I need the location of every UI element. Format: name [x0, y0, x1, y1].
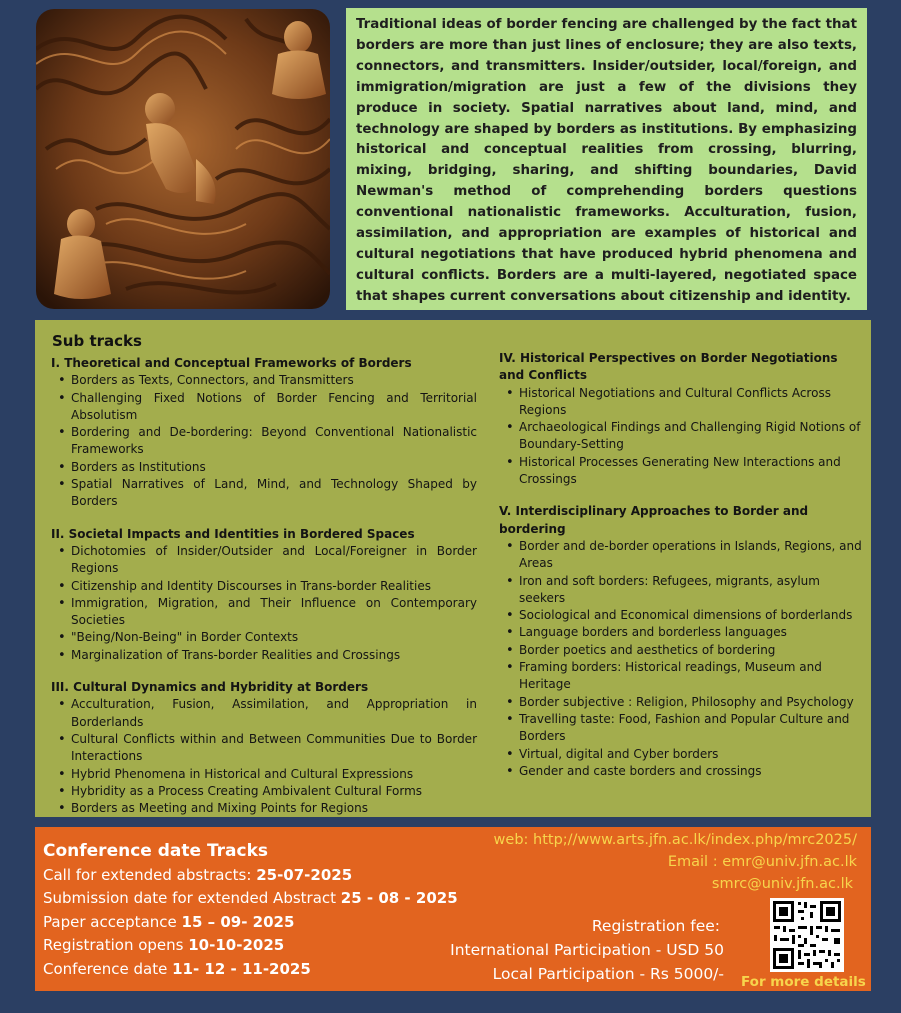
track-2: [51, 526, 477, 664]
track-item: • Borders as Texts, Connectors, and Transmitters: [71, 372, 477, 389]
email-primary[interactable]: Email : emr@univ.jfn.ac.lk: [667, 854, 857, 870]
subtracks-left-column: [51, 355, 477, 817]
qr-code[interactable]: [770, 898, 844, 972]
track-item: • Citizenship and Identity Discourses in Trans-border Realities: [71, 578, 477, 595]
track-items: [51, 543, 477, 664]
intro-panel: [346, 8, 867, 310]
intro-text: Traditional ideas of border fencing are challenged by the fact that borders are more than just lines of enclosure; they are also texts, connectors, and transmitters. Insider/outsider, local/foreign, and immigration/migration are just a few of the divisions they produce in society. Spatial narratives about land, mind, and technology are shaped by borders as institutions. By emphasizing historical and conceptual realities from crossing, blurring, mixing, bridging, sharing, and shifting boundaries, David Newman's method of comprehending borders questions conventional nationalistic frameworks. Acculturation, fusion, assimilation, and appropriation are examples of historical and cultural negotiations that have produced hybrid phenomena and cultural conflicts. Borders are a multi-layered, negotiated space that shapes current conversations about citizenship and identity.: [356, 17, 857, 304]
date-label: Submission date for extended Abstract: [43, 889, 341, 908]
qr-caption: For more details: [741, 974, 866, 990]
track-title: III. Cultural Dynamics and Hybridity at Borders: [51, 680, 369, 695]
track-5: [499, 503, 864, 780]
track-item: • Border poetics and aesthetics of bordering: [519, 642, 864, 659]
subtracks-heading: Sub tracks: [52, 332, 142, 350]
date-label: Conference date: [43, 959, 173, 978]
track-title: I. Theoretical and Conceptual Frameworks of Borders: [51, 356, 412, 370]
date-label: Paper acceptance: [43, 912, 182, 931]
registration-fees: [450, 914, 724, 986]
dates-list: [43, 864, 458, 981]
email-secondary[interactable]: smrc@univ.jfn.ac.lk: [711, 876, 853, 892]
track-item: • Border subjective : Religion, Philosophy and Psychology: [519, 694, 864, 711]
contact-info: [494, 829, 857, 895]
subtracks-panel: [35, 320, 871, 817]
track-item: • Sociological and Economical dimensions of borderlands: [519, 607, 864, 624]
date-value: 15 – 09- 2025: [181, 912, 295, 931]
fee-local: Local Participation - Rs 5000/-: [492, 965, 724, 983]
date-value: 11- 12 - 11-2025: [172, 959, 311, 978]
fee-international: International Participation - USD 50: [450, 941, 724, 959]
track-items: [499, 385, 864, 489]
web-link[interactable]: web: http;//www.arts.jfn.ac.lk/index.php/mrc2025/: [493, 832, 857, 848]
date-value: 25-07-2025: [256, 866, 353, 884]
track-items: [51, 696, 477, 817]
track-item: • Dichotomies of Insider/Outsider and Local/Foreigner in Border Regions: [71, 543, 477, 578]
dates-heading: Conference date Tracks: [43, 841, 269, 861]
track-title: II. Societal Impacts and Identities in Bordered Spaces: [51, 526, 415, 541]
track-title: IV. Historical Perspectives on Border Negotiations and Conflicts: [499, 351, 838, 383]
track-item: • Hybrid Phenomena in Historical and Cultural Expressions: [71, 766, 477, 783]
date-row: [43, 958, 458, 981]
date-label: Registration opens: [43, 936, 189, 955]
track-1: [51, 355, 477, 511]
track-item: • Virtual, digital and Cyber borders: [519, 746, 864, 763]
date-row: [43, 864, 458, 887]
track-item: • "Being/Non-Being" in Border Contexts: [71, 629, 477, 646]
track-title: V. Interdisciplinary Approaches to Border and bordering: [499, 504, 809, 536]
track-item: • Cultural Conflicts within and Between Communities Due to Border Interactions: [71, 731, 477, 766]
track-item: • Acculturation, Fusion, Assimilation, and Appropriation in Borderlands: [71, 696, 477, 731]
date-value: 10-10-2025: [188, 936, 285, 955]
subtracks-right-column: [499, 350, 864, 795]
track-item: • Travelling taste: Food, Fashion and Popular Culture and Borders: [519, 711, 864, 746]
track-item: • Framing borders: Historical readings, Museum and Heritage: [519, 659, 864, 694]
date-row: [43, 887, 458, 910]
track-items: [499, 538, 864, 780]
fee-heading: Registration fee:: [591, 917, 720, 935]
track-item: • Hybridity as a Process Creating Ambivalent Cultural Forms: [71, 783, 477, 800]
track-item: • Borders as Institutions: [71, 459, 477, 476]
track-item: • Language borders and borderless languages: [519, 624, 864, 641]
track-item: • Historical Processes Generating New Interactions and Crossings: [519, 454, 864, 489]
dates-panel: [35, 827, 871, 991]
track-4: [499, 350, 864, 488]
track-item: • Gender and caste borders and crossings: [519, 763, 864, 780]
date-row: [43, 934, 458, 957]
date-row: [43, 911, 458, 934]
track-item: • Bordering and De-bordering: Beyond Conventional Nationalistic Frameworks: [71, 424, 477, 459]
track-item: • Archaeological Findings and Challenging Rigid Notions of Boundary-Setting: [519, 419, 864, 454]
track-items: [51, 372, 477, 510]
sculpture-image: [36, 9, 330, 309]
date-value: 25 - 08 - 2025: [340, 889, 458, 908]
track-item: • Spatial Narratives of Land, Mind, and Technology Shaped by Borders: [71, 476, 477, 511]
track-item: • Historical Negotiations and Cultural Conflicts Across Regions: [519, 385, 864, 420]
track-item: • Iron and soft borders: Refugees, migrants, asylum seekers: [519, 573, 864, 608]
track-item: • Marginalization of Trans-border Realities and Crossings: [71, 647, 477, 664]
track-3: [51, 679, 477, 817]
track-item: • Challenging Fixed Notions of Border Fencing and Territorial Absolutism: [71, 390, 477, 425]
track-item: • Borders as Meeting and Mixing Points for Regions: [71, 800, 477, 817]
track-item: • Immigration, Migration, and Their Influence on Contemporary Societies: [71, 595, 477, 630]
date-label: Call for extended abstracts:: [43, 866, 257, 884]
track-item: • Border and de-border operations in Islands, Regions, and Areas: [519, 538, 864, 573]
